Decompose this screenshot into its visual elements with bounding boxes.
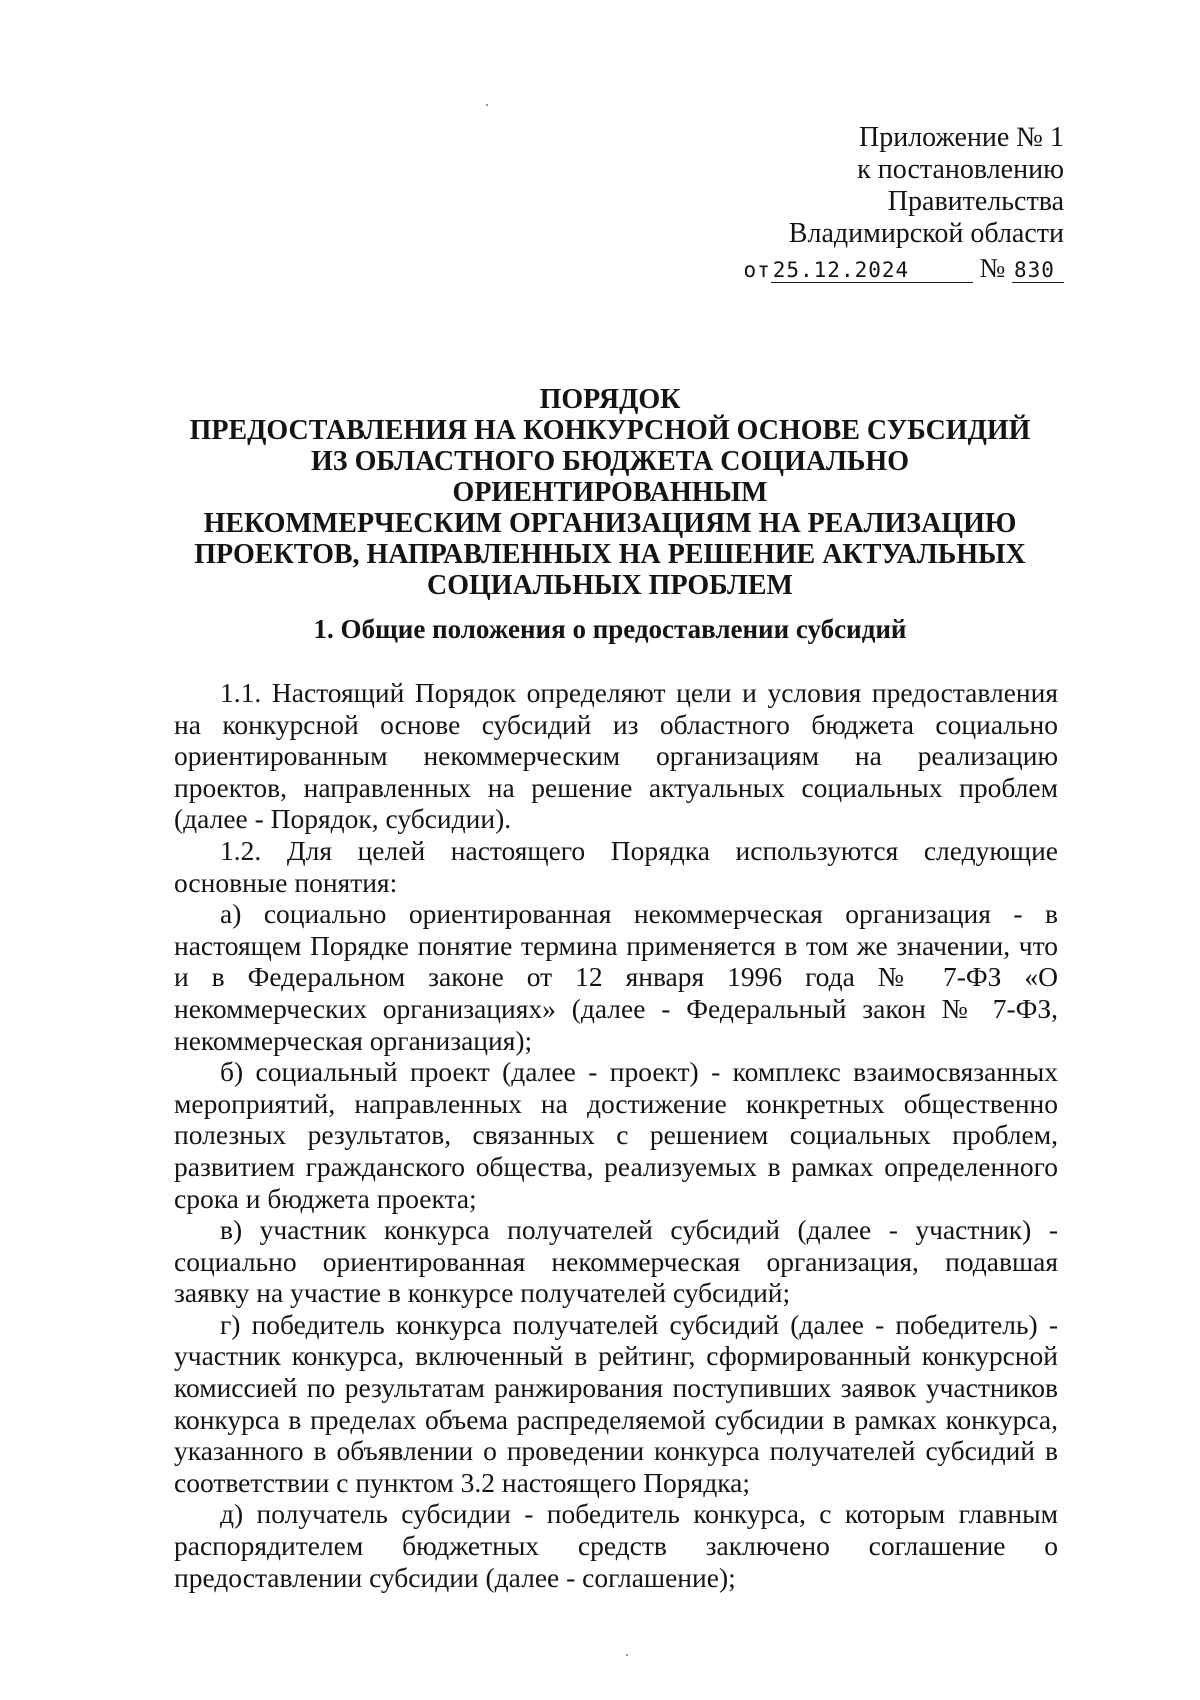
date-value: 25.12.2024 xyxy=(772,258,910,282)
title-line: ПРЕДОСТАВЛЕНИЯ НА КОНКУРСНОЙ ОСНОВЕ СУБСИДИЙ xyxy=(189,415,1031,446)
paragraph-item-g: г) победитель конкурса получателей субсидий (далее - победитель) - участник конкурса, включенный в рейтинг, сформированный конкурсной комиссией по результатам ранжирования поступивших заявок участников конкурса в пределах объема распределяемой субсидии в рамках конкурса, указанного в объявлении о проведении конкурса получателей субсидий в соответствии с пунктом 3.2 настоящего Порядка; xyxy=(174,1308,1058,1498)
title-line: НЕКОММЕРЧЕСКИМ ОРГАНИЗАЦИЯМ НА РЕАЛИЗАЦИЮ xyxy=(203,508,1017,539)
appendix-number: Приложение № 1 xyxy=(859,122,1064,153)
scan-speck xyxy=(486,104,488,106)
document-title xyxy=(170,384,1050,601)
approval-block xyxy=(644,122,1064,286)
paragraph-item-d: д) получатель субсидии - победитель конкурса, с которым главным распорядителем бюджетных средств заключено соглашение о предоставлении субсидии (далее - соглашение); xyxy=(174,1498,1058,1593)
to-resolution-label: к постановлению xyxy=(857,154,1064,185)
number-value: 830 xyxy=(1014,258,1055,282)
paragraph-item-a: а) социально ориентированная некоммерческая организация - в настоящем Порядке понятие термина применяется в том же значении, что и в Федеральном законе от 12 января 1996 года № 7-ФЗ «О некоммерческих организациях» (далее - Федеральный закон № 7-ФЗ, некоммерческая организация); xyxy=(174,898,1058,1056)
date-prefix: от xyxy=(743,258,771,282)
paragraph-item-b: б) социальный проект (далее - проект) - комплекс взаимосвязанных мероприятий, направленных на достижение конкретных общественно полезных результатов, связанных с решением социальных проблем, развитием гражданского общества, реализуемых в рамках определенного срока и бюджета проекта; xyxy=(174,1056,1058,1214)
title-line: ПРОЕКТОВ, НАПРАВЛЕННЫХ НА РЕШЕНИЕ АКТУАЛЬНЫХ xyxy=(194,539,1026,570)
section-heading: 1. Общие положения о предоставлении субсидий xyxy=(313,614,907,644)
title-line: ИЗ ОБЛАСТНОГО БЮДЖЕТА СОЦИАЛЬНО ОРИЕНТИРОВАННЫМ xyxy=(311,446,909,508)
paragraph-item-v: в) участник конкурса получателей субсидий (далее - участник) - социально ориентированная некоммерческая организация, подавшая заявку на участие в конкурсе получателей субсидий; xyxy=(174,1214,1058,1309)
title-line: ПОРЯДОК xyxy=(539,384,681,415)
number-prefix: № xyxy=(979,253,1006,283)
government-label: Правительства xyxy=(887,186,1064,217)
paragraph-1-1: 1.1. Настоящий Порядок определяют цели и условия предоставления на конкурсной основе субсидий из областного бюджета социально ориентированным некоммерческим организациям на реализацию проектов, направленных на решение актуальных социальных проблем (далее - Порядок, субсидии). xyxy=(174,677,1058,835)
number-field xyxy=(1012,256,1064,283)
region-label: Владимирской области xyxy=(788,218,1064,249)
resolution-date-number xyxy=(644,252,1064,286)
date-field xyxy=(771,256,973,283)
document-body xyxy=(174,677,1058,1593)
paragraph-1-2: 1.2. Для целей настоящего Порядка используются следующие основные понятия: xyxy=(174,834,1058,898)
scan-speck xyxy=(626,1654,628,1656)
title-line: СОЦИАЛЬНЫХ ПРОБЛЕМ xyxy=(427,570,793,601)
